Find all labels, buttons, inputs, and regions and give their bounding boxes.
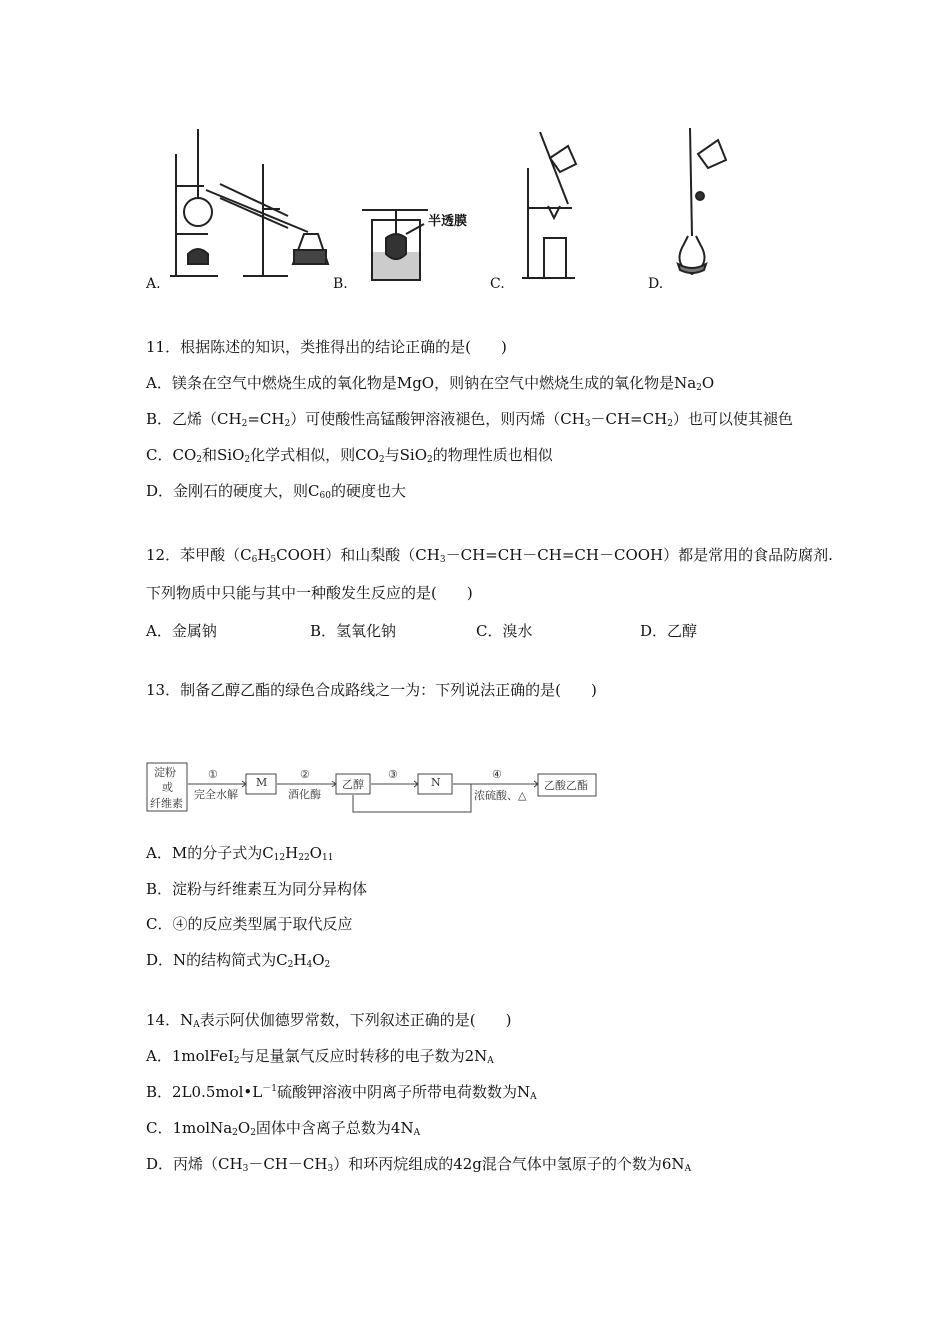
q11-option-b: B．乙烯$(CH_2=CH_2)$可使酸性高锰酸钾溶液褪色，则丙烯$(CH_3-CH=CH_2)$也可以使其褪色 — [146, 410, 793, 429]
apparatus-a-figure — [168, 124, 338, 284]
option-d-label: D. — [648, 276, 664, 292]
option-c-label: C. — [490, 276, 505, 292]
flow-step2: ② — [300, 768, 310, 781]
q13-option-a: A．M的分子式为$C_{12}H_{22}O_{11}$ — [146, 844, 334, 863]
q12-option-b: B．氢氧化钠 — [310, 622, 397, 640]
q14-option-c: C．$1molNa_2O_2$固体中含离子总数为$4N_A$ — [146, 1119, 421, 1138]
q14-option-b: B．$2L0.5mol•L^{-1}$硫酸钾溶液中阴离子所带电荷数数为$N_A$ — [146, 1083, 537, 1102]
flow-start-bot: 纤维素 — [150, 797, 183, 810]
q13-option-c: C．④的反应类型属于取代反应 — [146, 915, 353, 933]
q13-option-b: B．淀粉与纤维素互为同分异构体 — [146, 880, 368, 898]
flow-step1-label: 完全水解 — [194, 788, 238, 801]
question-12-stem-line2: 下列物质中只能与其中一种酸发生反应的是( ) — [146, 584, 473, 602]
question-14-stem: 14．$N_A$表示阿伏伽德罗常数，下列叙述正确的是( ) — [146, 1011, 512, 1030]
q14-option-d: D．丙烯$(CH_3-CH-CH_3)$和环丙烷组成的42g混合气体中氢原子的个数为$6N_A$ — [146, 1155, 692, 1174]
q14-option-a: A．1molFeI$_2$与足量氯气反应时转移的电子数为$2N_A$ — [146, 1047, 494, 1066]
membrane-label: 半透膜 — [428, 214, 468, 229]
q13-option-d: D．N的结构简式为$C_2H_4O_2$ — [146, 951, 331, 970]
flow-step3: ③ — [388, 768, 398, 781]
flow-M: M — [256, 776, 268, 789]
synthesis-flowchart — [146, 760, 598, 816]
q12-option-c: C．溴水 — [476, 622, 533, 640]
flow-start-mid: 或 — [162, 781, 173, 794]
q11-option-a: A．镁条在空气中燃烧生成的氧化物是MgO，则钠在空气中燃烧生成的氧化物是$Na_2O$ — [146, 374, 715, 393]
flow-step1: ① — [208, 768, 218, 781]
flow-step2-label: 酒化酶 — [288, 788, 321, 801]
apparatus-d-figure — [668, 124, 738, 284]
q11-option-d: D．金刚石的硬度大，则$C_{60}$的硬度也大 — [146, 482, 406, 501]
option-a-label: A. — [146, 276, 161, 292]
q12-option-d: D．乙醇 — [640, 622, 698, 640]
flow-start-top: 淀粉 — [154, 766, 176, 779]
flow-ethanol: 乙醇 — [342, 778, 364, 791]
option-b-label: B. — [333, 276, 348, 292]
q12-option-a: A．金属钠 — [146, 622, 217, 640]
question-13-stem: 13．制备乙醇乙酯的绿色合成路线之一为：下列说法正确的是( ) — [146, 681, 597, 699]
flow-N: N — [431, 776, 441, 789]
flow-step4-label: 浓硫酸、△ — [474, 789, 527, 802]
question-11-stem: 11．根据陈述的知识，类推得出的结论正确的是( ) — [146, 338, 507, 356]
q11-option-c: C．$CO_2$和SiO$_2$化学式相似，则$CO_2$与SiO$_2$的物理性质也相似 — [146, 446, 553, 465]
flow-step4: ④ — [492, 768, 502, 781]
apparatus-c-figure — [520, 128, 590, 283]
flow-product: 乙酸乙酯 — [544, 779, 588, 792]
question-12-stem-line1: 12．苯甲酸$(C_6H_5COOH)$和山梨酸$(CH_3-CH=CH-CH=CH-COOH)$都是常用的食品防腐剂. — [146, 546, 833, 565]
